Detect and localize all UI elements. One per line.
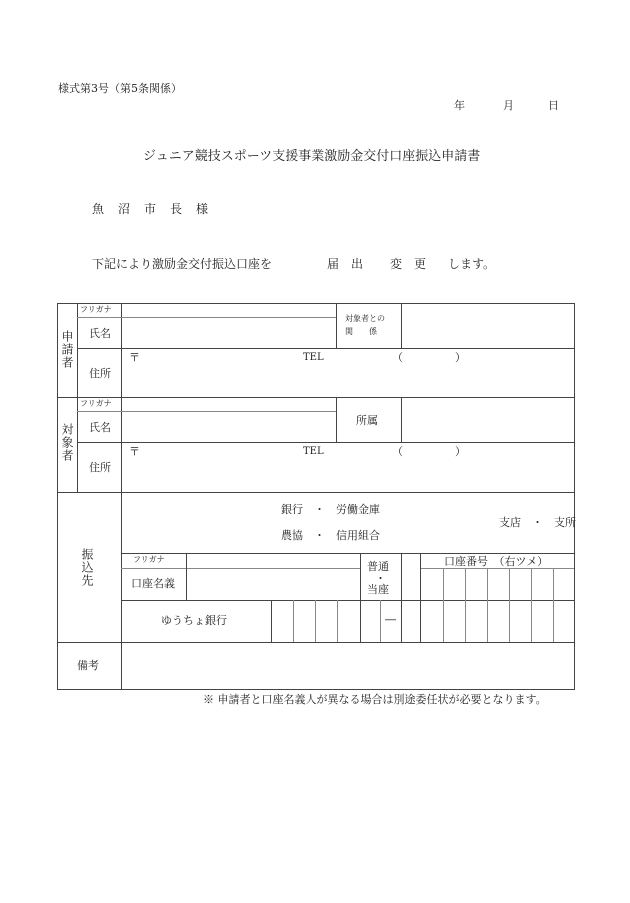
applicant-furigana-label: フリガナ bbox=[80, 305, 112, 314]
applicant-tel-label: TEL bbox=[303, 352, 324, 363]
transfer-section-label: 振込先 bbox=[80, 548, 94, 587]
date-month-label: 月 bbox=[503, 99, 514, 112]
target-address-label: 住所 bbox=[89, 461, 111, 474]
target-tel-paren-close: ） bbox=[455, 445, 466, 458]
holder-furigana-label: フリガナ bbox=[133, 555, 165, 564]
target-affiliation-label: 所属 bbox=[356, 414, 378, 427]
footnote: ※ 申請者と口座名義人が異なる場合は別途委任状が必要となります。 bbox=[203, 693, 547, 706]
statement-lead: 下記により激励金交付振込口座を bbox=[92, 257, 273, 271]
applicant-section-label: 申請者 bbox=[60, 330, 74, 369]
target-section-label: 対象者 bbox=[60, 423, 74, 462]
yucho-dash: ― bbox=[385, 613, 396, 626]
applicant-address-label: 住所 bbox=[89, 367, 111, 380]
applicant-relation-label: 対象者との bbox=[345, 314, 385, 323]
date-day-label: 日 bbox=[548, 99, 559, 112]
target-furigana-label: フリガナ bbox=[80, 399, 112, 408]
addressee-name: 魚 沼 市 長 bbox=[92, 202, 184, 216]
statement-option-change: 変 更 bbox=[390, 257, 427, 271]
addressee-honorific: 様 bbox=[196, 202, 209, 216]
date-year-label: 年 bbox=[454, 99, 465, 112]
form-number: 様式第3号（第5条関係） bbox=[58, 82, 182, 95]
target-name-label: 氏名 bbox=[89, 421, 111, 434]
remarks-label: 備考 bbox=[77, 659, 99, 672]
branch-type: 支店 ・ 支所 bbox=[499, 516, 576, 529]
yucho-bank-label: ゆうちょ銀行 bbox=[161, 614, 227, 627]
account-type-current: 当座 bbox=[367, 583, 389, 596]
statement-option-notify: 届 出 bbox=[327, 257, 364, 271]
applicant-name-label: 氏名 bbox=[89, 327, 111, 340]
target-tel-paren-open: （ bbox=[392, 445, 403, 458]
applicant-tel-paren-open: （ bbox=[392, 351, 403, 364]
target-postal-mark: 〒 bbox=[129, 445, 140, 458]
bank-type-line-2: 農協 ・ 信用組合 bbox=[281, 529, 380, 542]
applicant-postal-mark: 〒 bbox=[129, 351, 140, 364]
account-type-separator: ・ bbox=[375, 572, 386, 585]
target-tel-label: TEL bbox=[303, 446, 324, 457]
bank-type-line-1: 銀行 ・ 労働金庫 bbox=[281, 503, 380, 516]
account-number-label: 口座番号 （右ツメ） bbox=[444, 555, 549, 568]
applicant-relation-label-2: 関 係 bbox=[345, 327, 377, 336]
account-type-ordinary: 普通 bbox=[367, 560, 389, 573]
document-title: ジュニア競技スポーツ支援事業激励金交付口座振込申請書 bbox=[143, 149, 481, 164]
account-holder-label: 口座名義 bbox=[131, 577, 175, 590]
applicant-tel-paren-close: ） bbox=[455, 351, 466, 364]
statement-tail: します。 bbox=[448, 257, 496, 271]
